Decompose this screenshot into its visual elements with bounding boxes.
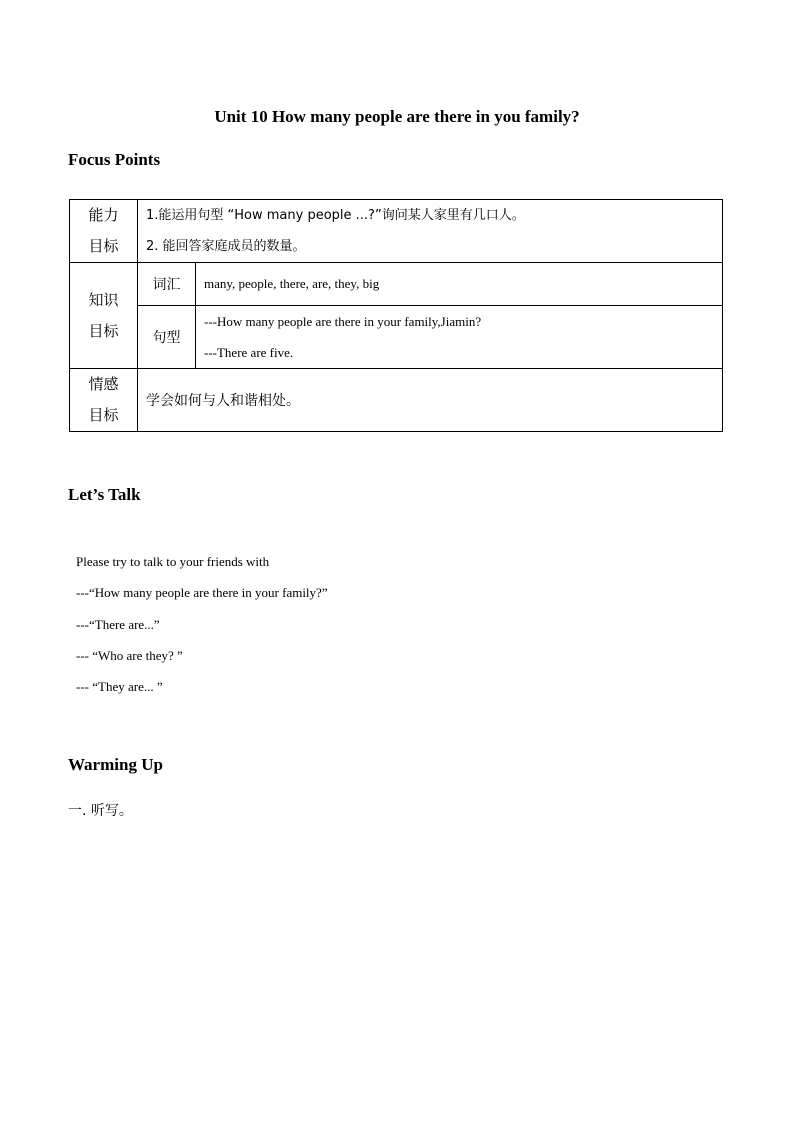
emotion-goal-row	[70, 369, 723, 432]
label-line: 目标	[88, 321, 119, 340]
dictation-item: 一. 听写。	[68, 803, 133, 819]
talk-line: --- “They are... ”	[76, 679, 163, 694]
talk-line: Please try to talk to your friends with	[76, 554, 270, 569]
talk-line: --- “Who are they? ”	[76, 648, 183, 663]
pattern-line-1: ---How many people are there in your family,Jiamin?	[204, 314, 482, 329]
label-line: 目标	[88, 237, 119, 255]
knowledge-goal-label	[70, 263, 138, 369]
vocab-content: many, people, there, are, they, big	[196, 263, 723, 306]
warming-up-heading: Warming Up	[68, 755, 163, 774]
ability-goal-row	[70, 200, 723, 263]
pattern-content	[196, 306, 723, 369]
ability-goal-line-1: 1.能运用句型 “How many people ...?”询问某人家里有几口人。	[146, 208, 525, 223]
emotion-goal-label	[70, 369, 138, 432]
focus-points-heading: Focus Points	[68, 150, 161, 169]
label-line: 能力	[88, 206, 119, 224]
talk-line: ---“How many people are there in your family?”	[76, 585, 328, 600]
knowledge-pattern-row	[70, 306, 723, 369]
pattern-line-2: ---There are five.	[204, 345, 294, 360]
label-line: 目标	[88, 406, 119, 424]
talk-line: ---“There are...”	[76, 617, 160, 632]
vocab-label: 词汇	[138, 263, 196, 306]
label-line: 知识	[88, 290, 119, 309]
ability-goal-content	[138, 200, 723, 263]
document-title: Unit 10 How many people are there in you family?	[214, 107, 580, 126]
knowledge-vocab-row	[70, 263, 723, 306]
pattern-label: 句型	[138, 306, 196, 369]
lets-talk-heading: Let’s Talk	[68, 485, 141, 504]
ability-goal-label	[70, 200, 138, 263]
ability-goal-line-2: 2. 能回答家庭成员的数量。	[146, 239, 306, 254]
focus-points-table	[69, 199, 723, 432]
label-line: 情感	[88, 375, 119, 393]
emotion-goal-content: 学会如何与人和谐相处。	[138, 369, 723, 432]
